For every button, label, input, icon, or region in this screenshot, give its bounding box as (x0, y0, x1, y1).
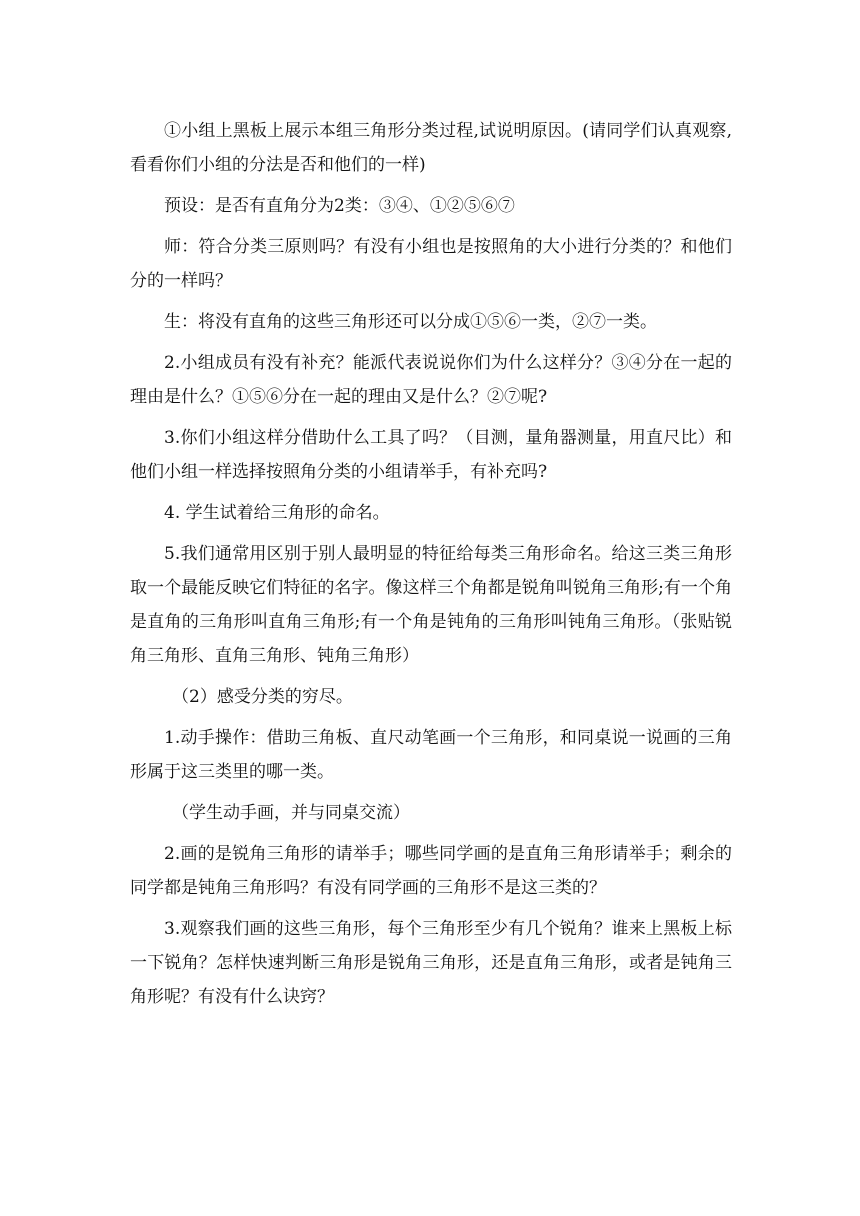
paragraph-step-5: 5.我们通常用区别于别人最明显的特征给每类三角形命名。给这三类三角形取一个最能反映它们特征的名字。像这样三个角都是锐角叫锐角三角形;有一个角是直角的三角形叫直角三角形;有一个角是钝角的三角形叫钝角三角形。（张贴锐角三角形、直角三角形、钝角三角形） (130, 544, 732, 666)
paragraph-step-3: 3.你们小组这样分借助什么工具了吗？（目测，量角器测量，用直尺比）和他们小组一样选择按照角分类的小组请举手，有补充吗? (130, 428, 732, 482)
section-heading-exhaustive: （2）感受分类的穷尽。 (172, 687, 353, 707)
paragraph-raise-hands: 2.画的是锐角三角形的请举手；哪些同学画的是直角三角形请举手；剩余的同学都是钝角三角形吗？有没有同学画的三角形不是这三类的？ (130, 844, 732, 898)
paragraph-student-answer: 生：将没有直角的这些三角形还可以分成①⑤⑥一类，②⑦一类。 (164, 312, 657, 332)
paragraph-hands-on: 1.动手操作：借助三角板、直尺动笔画一个三角形，和同桌说一说画的三角形属于这三类里的哪一类。 (130, 728, 732, 782)
paragraph-step-4: 4. 学生试着给三角形的命名。 (164, 503, 390, 523)
paragraph-group-display: ①小组上黑板上展示本组三角形分类过程,试说明原因。(请同学们认真观察,看看你们小组的分法是否和他们的一样) (130, 121, 732, 175)
paragraph-teacher-question: 师：符合分类三原则吗？有没有小组也是按照角的大小进行分类的？和他们分的一样吗？ (130, 237, 732, 291)
paragraph-observe: 3.观察我们画的这些三角形，每个三角形至少有几个锐角？谁来上黑板上标一下锐角？怎样快速判断三角形是锐角三角形，还是直角三角形，或者是钝角三角形呢？有没有什么诀窍？ (130, 919, 732, 1007)
paragraph-student-activity: （学生动手画，并与同桌交流） (172, 803, 410, 823)
document-body (130, 114, 732, 1021)
paragraph-step-2: 2.小组成员有没有补充？能派代表说说你们为什么这样分？③④分在一起的理由是什么？①⑤⑥分在一起的理由又是什么？②⑦呢? (130, 353, 732, 407)
paragraph-preset: 预设：是否有直角分为2类：③④、①②⑤⑥⑦ (164, 196, 515, 216)
